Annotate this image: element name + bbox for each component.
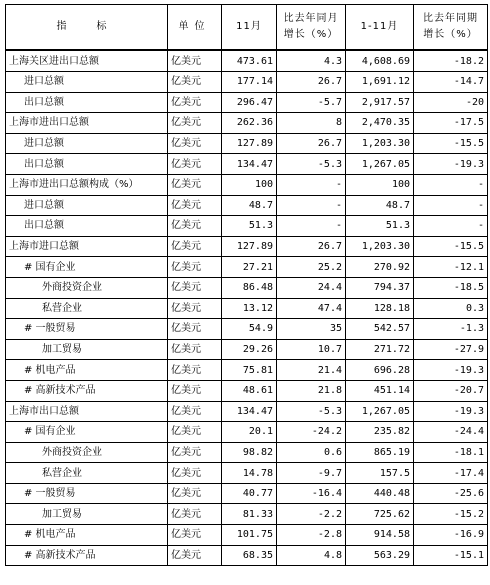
indicator-cell: 进口总额	[6, 133, 168, 154]
ytd-value-cell: 4,608.69	[346, 50, 414, 72]
header-ytd-label: 1-11月	[360, 21, 399, 32]
month-growth-cell: -5.3	[277, 401, 346, 422]
ytd-value-cell: 1,203.30	[346, 133, 414, 154]
month-growth-cell: 4.8	[277, 545, 346, 566]
unit-cell: 亿美元	[168, 133, 222, 154]
table-row	[6, 257, 488, 278]
month-value-cell: 127.89	[222, 236, 277, 257]
ytd-value-cell: 1,267.05	[346, 401, 414, 422]
month-growth-cell: 8	[277, 113, 346, 134]
header-indicator-label: 指 标	[56, 21, 117, 32]
unit-cell: 亿美元	[168, 319, 222, 340]
month-growth-cell: 21.4	[277, 360, 346, 381]
indicator-cell: 上海市进口总额	[6, 236, 168, 257]
ytd-growth-cell: -18.5	[414, 277, 488, 298]
header-month-label: 11月	[236, 21, 262, 32]
ytd-growth-cell: -15.5	[414, 236, 488, 257]
month-growth-cell: 0.6	[277, 442, 346, 463]
unit-cell: 亿美元	[168, 525, 222, 546]
unit-cell: 亿美元	[168, 72, 222, 93]
month-growth-cell: 10.7	[277, 339, 346, 360]
month-growth-cell: 25.2	[277, 257, 346, 278]
ytd-value-cell: 2,917.57	[346, 92, 414, 113]
month-value-cell: 81.33	[222, 504, 277, 525]
month-value-cell: 134.47	[222, 401, 277, 422]
month-value-cell: 29.26	[222, 339, 277, 360]
unit-cell: 亿美元	[168, 92, 222, 113]
indicator-cell: # 高新技术产品	[6, 545, 168, 566]
table-row	[6, 319, 488, 340]
ytd-growth-cell: -18.2	[414, 50, 488, 72]
month-value-cell: 177.14	[222, 72, 277, 93]
indicator-cell: # 高新技术产品	[6, 380, 168, 401]
ytd-value-cell: 2,470.35	[346, 113, 414, 134]
ytd-growth-cell: -16.9	[414, 525, 488, 546]
month-growth-cell: -5.7	[277, 92, 346, 113]
indicator-cell: 外商投资企业	[6, 277, 168, 298]
ytd-value-cell: 451.14	[346, 380, 414, 401]
header-ytd-growth-line1: 比去年同期	[423, 13, 478, 24]
ytd-growth-cell: -25.6	[414, 483, 488, 504]
month-growth-cell: 24.4	[277, 277, 346, 298]
month-growth-cell: 35	[277, 319, 346, 340]
ytd-growth-cell: -20	[414, 92, 488, 113]
ytd-value-cell: 542.57	[346, 319, 414, 340]
month-value-cell: 54.9	[222, 319, 277, 340]
header-indicator	[6, 5, 168, 51]
table-row	[6, 545, 488, 566]
month-value-cell: 296.47	[222, 92, 277, 113]
month-growth-cell: -2.8	[277, 525, 346, 546]
table-row	[6, 401, 488, 422]
indicator-cell: 进口总额	[6, 72, 168, 93]
ytd-growth-cell: -15.5	[414, 133, 488, 154]
unit-cell: 亿美元	[168, 422, 222, 443]
month-growth-cell: -5.3	[277, 154, 346, 175]
ytd-value-cell: 914.58	[346, 525, 414, 546]
trade-statistics-table	[5, 4, 488, 566]
month-growth-cell: 26.7	[277, 72, 346, 93]
unit-cell: 亿美元	[168, 339, 222, 360]
month-value-cell: 40.77	[222, 483, 277, 504]
month-growth-cell: 26.7	[277, 236, 346, 257]
unit-cell: 亿美元	[168, 380, 222, 401]
ytd-growth-cell: -1.3	[414, 319, 488, 340]
month-growth-cell: 4.3	[277, 50, 346, 72]
month-value-cell: 14.78	[222, 463, 277, 484]
month-value-cell: 134.47	[222, 154, 277, 175]
table-row	[6, 216, 488, 237]
ytd-growth-cell: -19.3	[414, 401, 488, 422]
indicator-cell: # 国有企业	[6, 257, 168, 278]
ytd-growth-cell: -19.3	[414, 360, 488, 381]
month-value-cell: 473.61	[222, 50, 277, 72]
header-unit	[168, 5, 222, 51]
table-row	[6, 133, 488, 154]
ytd-growth-cell: 0.3	[414, 298, 488, 319]
ytd-value-cell: 794.37	[346, 277, 414, 298]
month-growth-cell: 21.8	[277, 380, 346, 401]
indicator-cell: 出口总额	[6, 92, 168, 113]
unit-cell: 亿美元	[168, 154, 222, 175]
indicator-cell: 出口总额	[6, 216, 168, 237]
unit-cell: 亿美元	[168, 545, 222, 566]
ytd-value-cell: 157.5	[346, 463, 414, 484]
month-growth-cell: 26.7	[277, 133, 346, 154]
unit-cell: 亿美元	[168, 504, 222, 525]
table-row	[6, 525, 488, 546]
ytd-growth-cell: -24.4	[414, 422, 488, 443]
ytd-growth-cell: -19.3	[414, 154, 488, 175]
ytd-growth-cell: -20.7	[414, 380, 488, 401]
table-row	[6, 236, 488, 257]
month-growth-cell: -16.4	[277, 483, 346, 504]
unit-cell: 亿美元	[168, 298, 222, 319]
table-row	[6, 380, 488, 401]
table-row	[6, 92, 488, 113]
ytd-value-cell: 48.7	[346, 195, 414, 216]
unit-cell: 亿美元	[168, 174, 222, 195]
header-month-growth	[277, 5, 346, 51]
ytd-value-cell: 725.62	[346, 504, 414, 525]
month-value-cell: 75.81	[222, 360, 277, 381]
indicator-cell: 进口总额	[6, 195, 168, 216]
month-growth-cell: 47.4	[277, 298, 346, 319]
ytd-value-cell: 1,267.05	[346, 154, 414, 175]
ytd-value-cell: 51.3	[346, 216, 414, 237]
table-row	[6, 463, 488, 484]
indicator-cell: # 机电产品	[6, 525, 168, 546]
table-row	[6, 50, 488, 72]
unit-cell: 亿美元	[168, 113, 222, 134]
ytd-growth-cell: -15.2	[414, 504, 488, 525]
table-body	[6, 50, 488, 566]
month-growth-cell: -	[277, 216, 346, 237]
month-growth-cell: -	[277, 195, 346, 216]
indicator-cell: 上海市出口总额	[6, 401, 168, 422]
trade-statistics-document	[5, 4, 488, 566]
ytd-growth-cell: -15.1	[414, 545, 488, 566]
month-growth-cell: -	[277, 174, 346, 195]
ytd-value-cell: 128.18	[346, 298, 414, 319]
ytd-value-cell: 270.92	[346, 257, 414, 278]
table-row	[6, 483, 488, 504]
month-value-cell: 127.89	[222, 133, 277, 154]
table-row	[6, 339, 488, 360]
month-growth-cell: -24.2	[277, 422, 346, 443]
unit-cell: 亿美元	[168, 277, 222, 298]
header-unit-label: 单位	[178, 21, 211, 32]
indicator-cell: # 机电产品	[6, 360, 168, 381]
ytd-growth-cell: -18.1	[414, 442, 488, 463]
header-month-growth-line1: 比去年同月	[283, 13, 339, 24]
indicator-cell: 外商投资企业	[6, 442, 168, 463]
header-ytd	[346, 5, 414, 51]
table-header-row	[6, 5, 488, 51]
month-value-cell: 101.75	[222, 525, 277, 546]
unit-cell: 亿美元	[168, 236, 222, 257]
table-row	[6, 504, 488, 525]
header-month-growth-line2: 增长（%）	[283, 29, 339, 40]
ytd-value-cell: 1,691.12	[346, 72, 414, 93]
ytd-value-cell: 1,203.30	[346, 236, 414, 257]
ytd-growth-cell: -12.1	[414, 257, 488, 278]
table-row	[6, 174, 488, 195]
ytd-value-cell: 271.72	[346, 339, 414, 360]
month-value-cell: 262.36	[222, 113, 277, 134]
table-row	[6, 113, 488, 134]
month-value-cell: 48.7	[222, 195, 277, 216]
ytd-growth-cell: -17.4	[414, 463, 488, 484]
ytd-value-cell: 440.48	[346, 483, 414, 504]
month-value-cell: 20.1	[222, 422, 277, 443]
unit-cell: 亿美元	[168, 360, 222, 381]
header-ytd-growth	[414, 5, 488, 51]
month-value-cell: 86.48	[222, 277, 277, 298]
unit-cell: 亿美元	[168, 216, 222, 237]
table-row	[6, 422, 488, 443]
unit-cell: 亿美元	[168, 50, 222, 72]
unit-cell: 亿美元	[168, 195, 222, 216]
table-row	[6, 298, 488, 319]
table-row	[6, 360, 488, 381]
indicator-cell: 加工贸易	[6, 504, 168, 525]
ytd-growth-cell: -27.9	[414, 339, 488, 360]
table-row	[6, 72, 488, 93]
month-value-cell: 13.12	[222, 298, 277, 319]
month-value-cell: 98.82	[222, 442, 277, 463]
unit-cell: 亿美元	[168, 463, 222, 484]
header-month	[222, 5, 277, 51]
ytd-value-cell: 100	[346, 174, 414, 195]
indicator-cell: 私营企业	[6, 298, 168, 319]
indicator-cell: # 国有企业	[6, 422, 168, 443]
ytd-growth-cell: -	[414, 174, 488, 195]
month-value-cell: 48.61	[222, 380, 277, 401]
indicator-cell: 加工贸易	[6, 339, 168, 360]
ytd-value-cell: 865.19	[346, 442, 414, 463]
table-row	[6, 195, 488, 216]
indicator-cell: 上海市进出口总额构成（%）	[6, 174, 168, 195]
ytd-growth-cell: -17.5	[414, 113, 488, 134]
ytd-growth-cell: -	[414, 216, 488, 237]
indicator-cell: 私营企业	[6, 463, 168, 484]
indicator-cell: # 一般贸易	[6, 319, 168, 340]
header-ytd-growth-line2: 增长（%）	[423, 29, 478, 40]
month-value-cell: 68.35	[222, 545, 277, 566]
month-value-cell: 100	[222, 174, 277, 195]
ytd-value-cell: 235.82	[346, 422, 414, 443]
table-row	[6, 442, 488, 463]
unit-cell: 亿美元	[168, 401, 222, 422]
ytd-growth-cell: -	[414, 195, 488, 216]
month-value-cell: 51.3	[222, 216, 277, 237]
table-row	[6, 277, 488, 298]
indicator-cell: 上海关区进出口总额	[6, 50, 168, 72]
indicator-cell: 出口总额	[6, 154, 168, 175]
unit-cell: 亿美元	[168, 483, 222, 504]
unit-cell: 亿美元	[168, 257, 222, 278]
ytd-growth-cell: -14.7	[414, 72, 488, 93]
month-growth-cell: -2.2	[277, 504, 346, 525]
ytd-value-cell: 696.28	[346, 360, 414, 381]
indicator-cell: # 一般贸易	[6, 483, 168, 504]
month-value-cell: 27.21	[222, 257, 277, 278]
table-row	[6, 154, 488, 175]
indicator-cell: 上海市进出口总额	[6, 113, 168, 134]
ytd-value-cell: 563.29	[346, 545, 414, 566]
month-growth-cell: -9.7	[277, 463, 346, 484]
unit-cell: 亿美元	[168, 442, 222, 463]
